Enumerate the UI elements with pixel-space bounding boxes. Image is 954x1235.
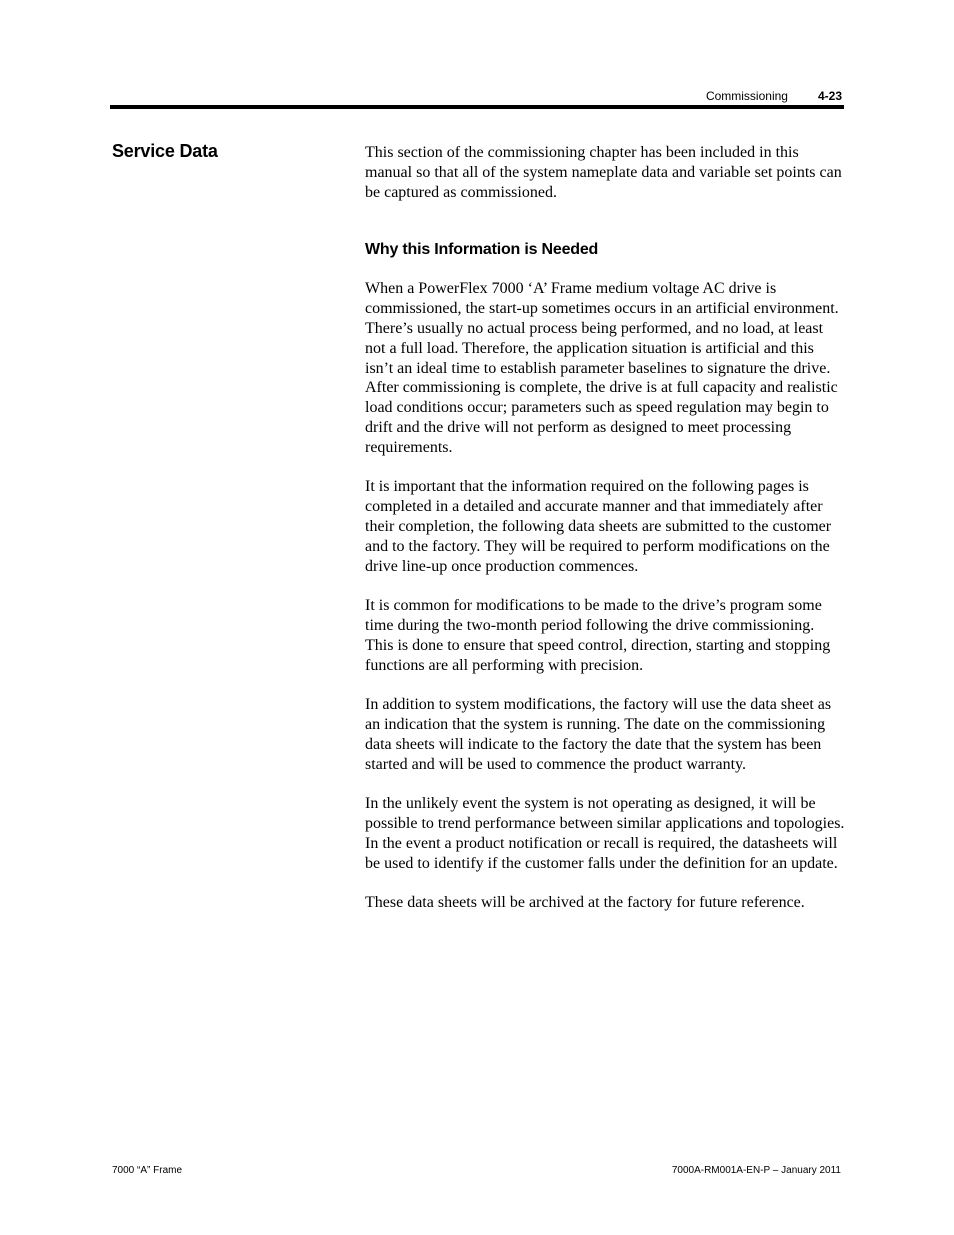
intro-paragraph: This section of the commissioning chapter has been included in this manual so that all of the system nameplate data and variable set points can be captured as commissioned. xyxy=(365,144,842,201)
section-title: Service Data xyxy=(112,141,218,161)
footer-product-name: 7000 “A” Frame xyxy=(112,1165,183,1176)
body-paragraph: It is common for modifications to be made to the drive’s program some time during the two-month period following the drive commissioning. This is done to ensure that speed control, direction, starting and stopping functions are all performing with precision. xyxy=(365,597,831,674)
body-paragraph: In addition to system modifications, the factory will use the data sheet as an indication that the system is running. The date on the commissioning data sheets will indicate to the factory the date that the system has been started and will be used to commence the product warranty. xyxy=(365,696,832,773)
body-paragraph: In the unlikely event the system is not operating as designed, it will be possible to trend performance between similar applications and topologies. In the event a product notification or recall is required, the datasheets will be used to identify if the customer falls under the definition for an update. xyxy=(365,795,845,872)
running-header xyxy=(706,89,842,103)
footer-publication-info: 7000A-RM001A-EN-P – January 2011 xyxy=(671,1165,841,1176)
subheading: Why this Information is Needed xyxy=(365,241,599,259)
body-paragraph: These data sheets will be archived at the factory for future reference. xyxy=(365,894,805,912)
header-rule xyxy=(110,105,844,109)
page-number: 4-23 xyxy=(817,89,842,103)
header-section-name: Commissioning xyxy=(705,89,788,103)
main-text-column xyxy=(365,143,845,933)
body-paragraph: When a PowerFlex 7000 ‘A’ Frame medium voltage AC drive is commissioned, the start-up sometimes occurs in an artificial environment. There’s usually no actual process being performed, and no load, at least not a full load. Therefore, the application situation is artificial and this isn’t an ideal time to establish parameter baselines to signature the drive. After commissioning is complete, the drive is at full capacity and realistic load conditions occur; parameters such as speed regulation may begin to drift and the drive will not perform as designed to meet processing requirements. xyxy=(365,280,839,456)
body-paragraph: It is important that the information required on the following pages is completed in a detailed and accurate manner and that immediately after their completion, the following data sheets are submitted to the customer and to the factory. They will be required to perform modifications on the drive line-up once production commences. xyxy=(365,478,832,575)
